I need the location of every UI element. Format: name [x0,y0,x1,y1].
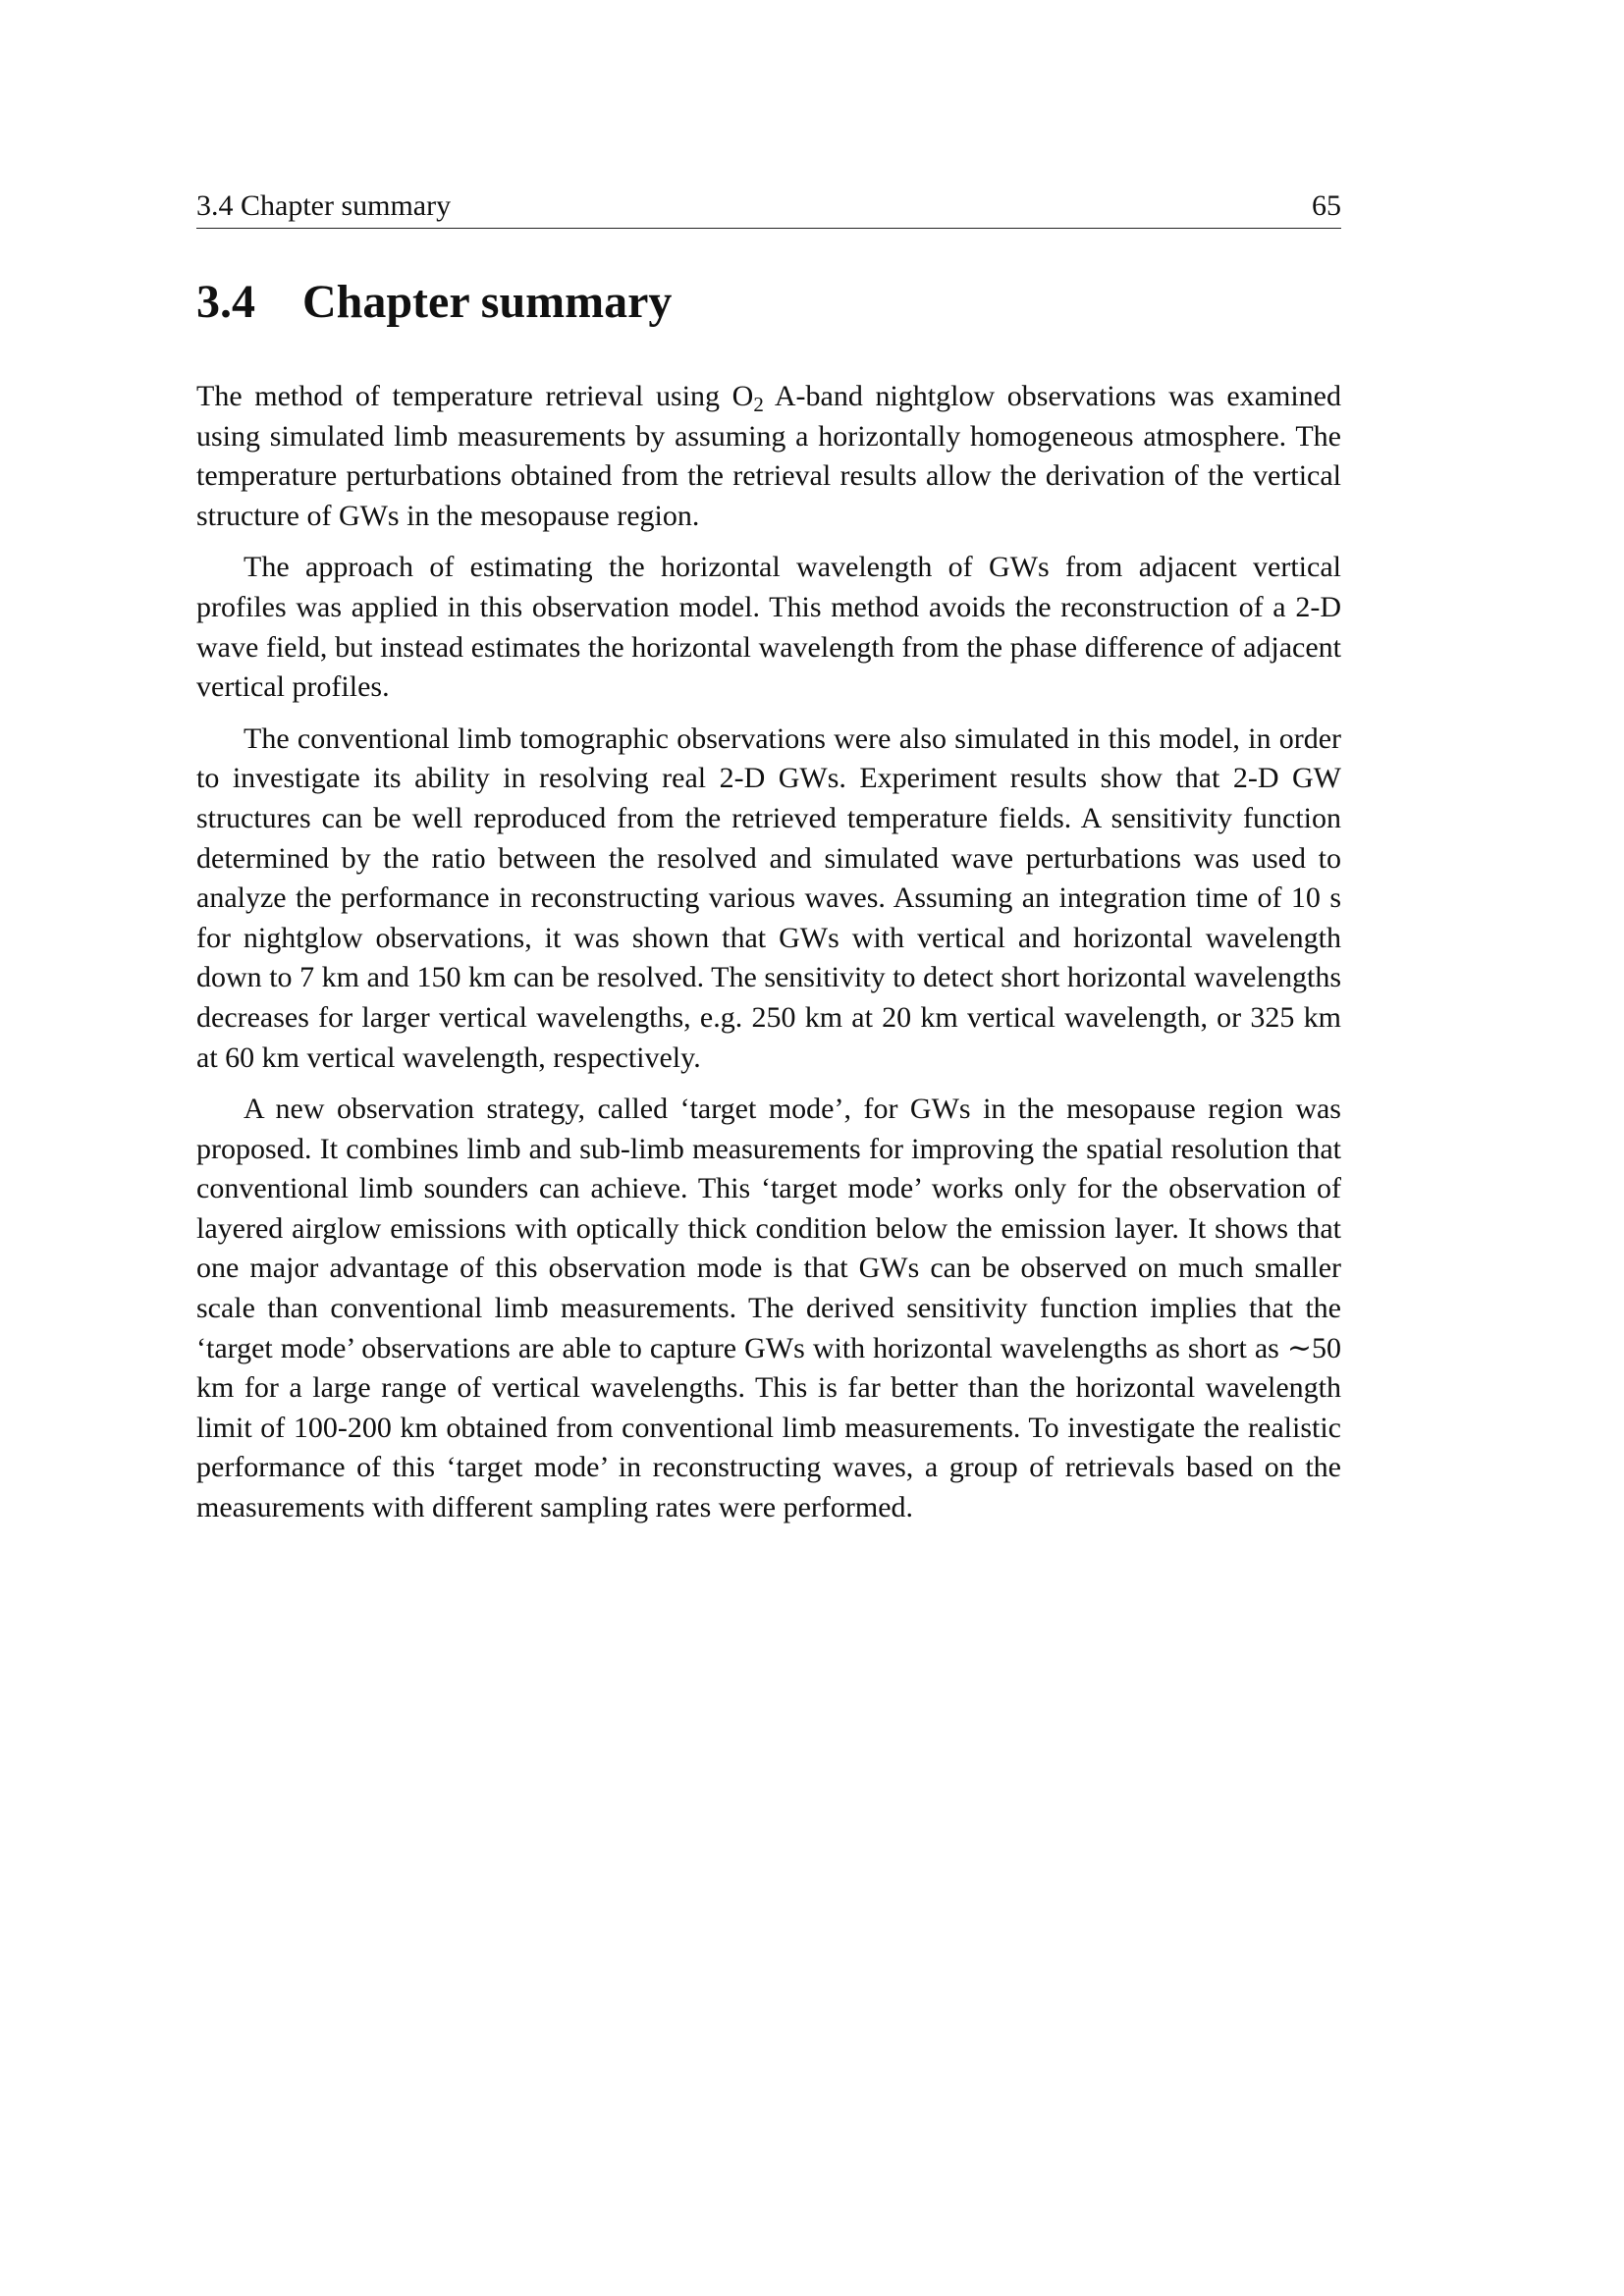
page-header [196,188,1341,229]
running-title: 3.4 Chapter summary [196,189,452,222]
paragraph-1-text-start: The method of temperature retrieval using O [196,380,754,412]
section-heading [196,273,1341,332]
subscript-2: 2 [753,393,764,416]
page-number: 65 [1312,189,1341,222]
paragraph-2: The approach of estimating the horizontal wavelength of GWs from adjacent vertical profiles was applied in this observation model. This method avoids the reconstruction of a 2-D wave field, but instead estimates the horizontal wavelength from the phase difference of adjacent vertical profiles. [196,551,1341,704]
section-number: 3.4 [196,276,255,328]
body-text [196,377,1341,1540]
paragraph-3: The conventional limb tomographic observations were also simulated in this model, in order to investigate its ability in resolving real 2-D GWs. Experiment results show that 2-D GW structures can be well reproduced from the retrieved temperature fields. A sensitivity function determined by the ratio between the resolved and simulated wave perturbations was used to analyze the performance in reconstructing various waves. Assuming an integration time of 10 s for nightglow observations, it was shown that GWs with vertical and horizontal wavelength down to 7 km and 150 km can be resolved. The sensitivity to detect short horizontal wavelengths decreases for larger vertical wavelengths, e.g. 250 km at 20 km vertical wavelength, or 325 km at 60 km vertical wavelength, respectively. [196,721,1341,1074]
section-title: Chapter summary [302,276,673,328]
paragraph-4: A new observation strategy, called ‘target mode’, for GWs in the mesopause region was proposed. It combines limb and sub-limb measurements for improving the spatial resolution that conventional limb sounders can achieve. This ‘target mode’ works only for the observation of layered airglow emissions with optically thick condition below the emission layer. It shows that one major advantage of this observation mode is that GWs can be observed on much smaller scale than conventional limb measurements. The derived sensitivity function implies that the ‘target mode’ observations are able to capture GWs with horizontal wavelengths as short as ∼50 km for a large range of vertical wavelengths. This is far better than the horizontal wavelength limit of 100-200 km obtained from conventional limb measurements. To investigate the realistic performance of this ‘target mode’ in reconstructing waves, a group of retrievals based on the measurements with different sampling rates were performed. [196,1093,1341,1524]
paragraph-1 [196,377,1341,536]
paragraph-1-text-end: A-band nightglow observations was examined using simulated limb measurements by assuming a horizontally homogeneous atmosphere. The temperature perturbations obtained from the retrieval results allow the derivation of the vertical structure of GWs in the mesopause region. [196,380,1341,532]
